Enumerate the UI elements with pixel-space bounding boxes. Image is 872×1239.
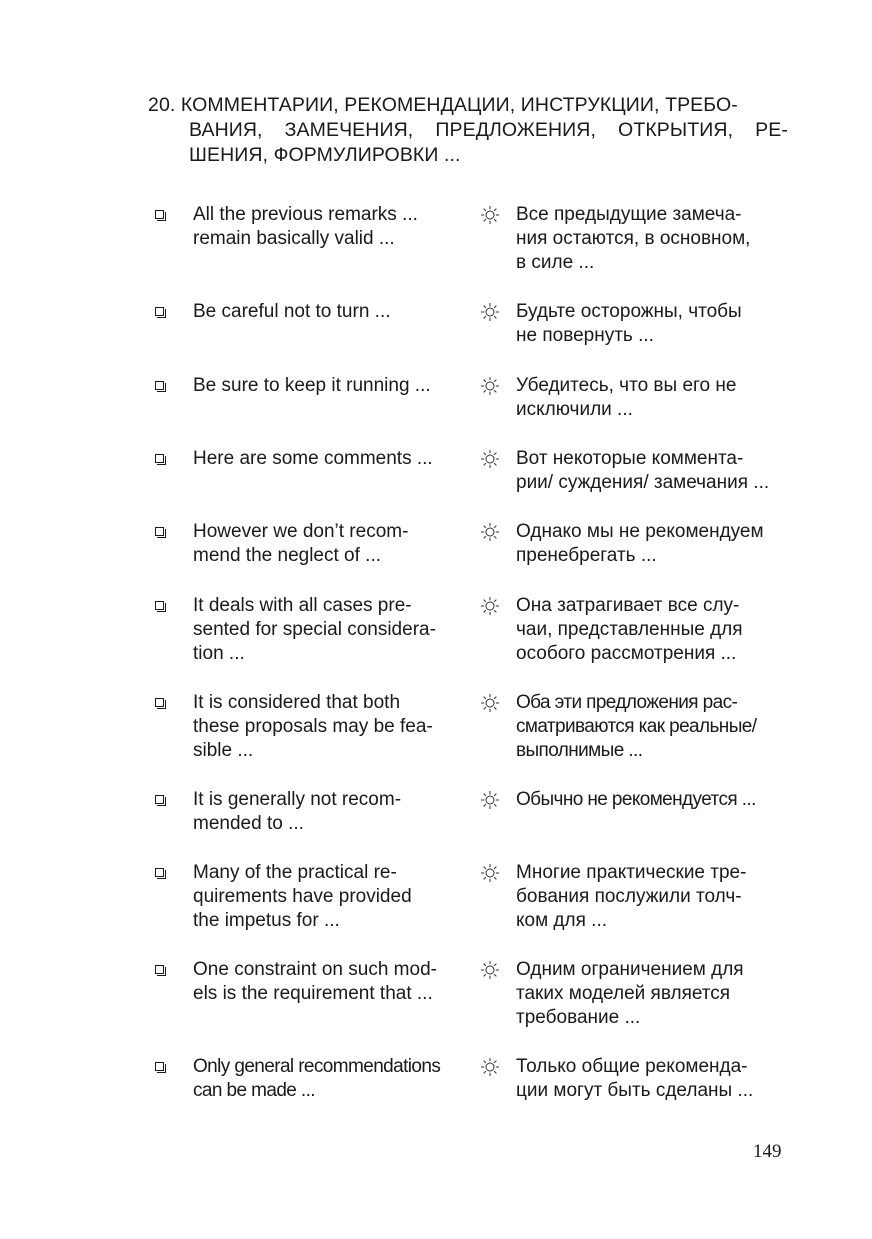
heading-line: ШЕНИЯ, ФОРМУЛИРОВКИ ... xyxy=(189,144,461,166)
english-phrase: Be careful not to turn ... xyxy=(193,301,391,322)
sun-icon xyxy=(480,205,500,225)
russian-translation: Все предыдущие замеча- ния остаются, в основном, в силе ... xyxy=(516,204,751,273)
english-phrase: Be sure to keep it running ... xyxy=(193,375,431,396)
russian-translation: Вот некоторые коммента- рии/ суждения/ замечания ... xyxy=(516,448,770,493)
english-phrase: It is considered that both these proposals may be fea- sible ... xyxy=(193,692,433,761)
section-heading xyxy=(148,93,788,168)
heading-line: ВАНИЯ, ЗАМЕЧЕНИЯ, ПРЕДЛОЖЕНИЯ, ОТКРЫТИЯ, РЕ- xyxy=(189,119,788,141)
english-phrase: All the previous remarks ... remain basically valid ... xyxy=(193,204,418,249)
checkbox-bullet-icon xyxy=(155,1062,164,1071)
russian-translation: Одним ограничением для таких моделей является требование ... xyxy=(516,959,744,1028)
sun-icon xyxy=(480,376,500,396)
russian-translation: Будьте осторожны, чтобы не повернуть ... xyxy=(516,301,742,346)
english-phrase: One constraint on such mod- els is the requirement that ... xyxy=(193,959,437,1004)
checkbox-bullet-icon xyxy=(155,527,164,536)
sun-icon xyxy=(480,1057,500,1077)
russian-translation: Однако мы не рекомендуем пренебрегать ... xyxy=(516,521,764,566)
checkbox-bullet-icon xyxy=(155,795,164,804)
sun-icon xyxy=(480,522,500,542)
checkbox-bullet-icon xyxy=(155,307,164,316)
sun-icon xyxy=(480,863,500,883)
checkbox-bullet-icon xyxy=(155,210,164,219)
sun-icon xyxy=(480,960,500,980)
checkbox-bullet-icon xyxy=(155,698,164,707)
checkbox-bullet-icon xyxy=(155,965,164,974)
russian-translation: Только общие рекоменда- ции могут быть сделаны ... xyxy=(516,1056,754,1101)
sun-icon xyxy=(480,790,500,810)
page-number: 149 xyxy=(753,1141,782,1162)
checkbox-bullet-icon xyxy=(155,601,164,610)
sun-icon xyxy=(480,596,500,616)
sun-icon xyxy=(480,693,500,713)
english-phrase: It deals with all cases pre- sented for special considera- tion ... xyxy=(193,595,436,664)
russian-translation: Оба эти предложения рас- сматриваются как реальные/ выполнимые ... xyxy=(516,692,757,761)
sun-icon xyxy=(480,302,500,322)
sun-icon xyxy=(480,449,500,469)
english-phrase: However we don’t recom- mend the neglect of ... xyxy=(193,521,409,566)
russian-translation: Она затрагивает все слу- чаи, представленные для особого рассмотрения ... xyxy=(516,595,743,664)
russian-translation: Обычно не рекомендуется ... xyxy=(516,789,756,810)
checkbox-bullet-icon xyxy=(155,868,164,877)
english-phrase: Here are some comments ... xyxy=(193,448,433,469)
english-phrase: Many of the practical re- quirements have provided the impetus for ... xyxy=(193,862,412,931)
english-phrase: It is generally not recom- mended to ... xyxy=(193,789,402,834)
russian-translation: Убедитесь, что вы его не исключили ... xyxy=(516,375,737,420)
russian-translation: Многие практические тре- бования послужили толч- ком для ... xyxy=(516,862,747,931)
checkbox-bullet-icon xyxy=(155,381,164,390)
english-phrase: Only general recommendations can be made ... xyxy=(193,1056,441,1101)
heading-line: 20. КОММЕНТАРИИ, РЕКОМЕНДАЦИИ, ИНСТРУКЦИИ, ТРЕБО- xyxy=(148,94,738,116)
checkbox-bullet-icon xyxy=(155,454,164,463)
